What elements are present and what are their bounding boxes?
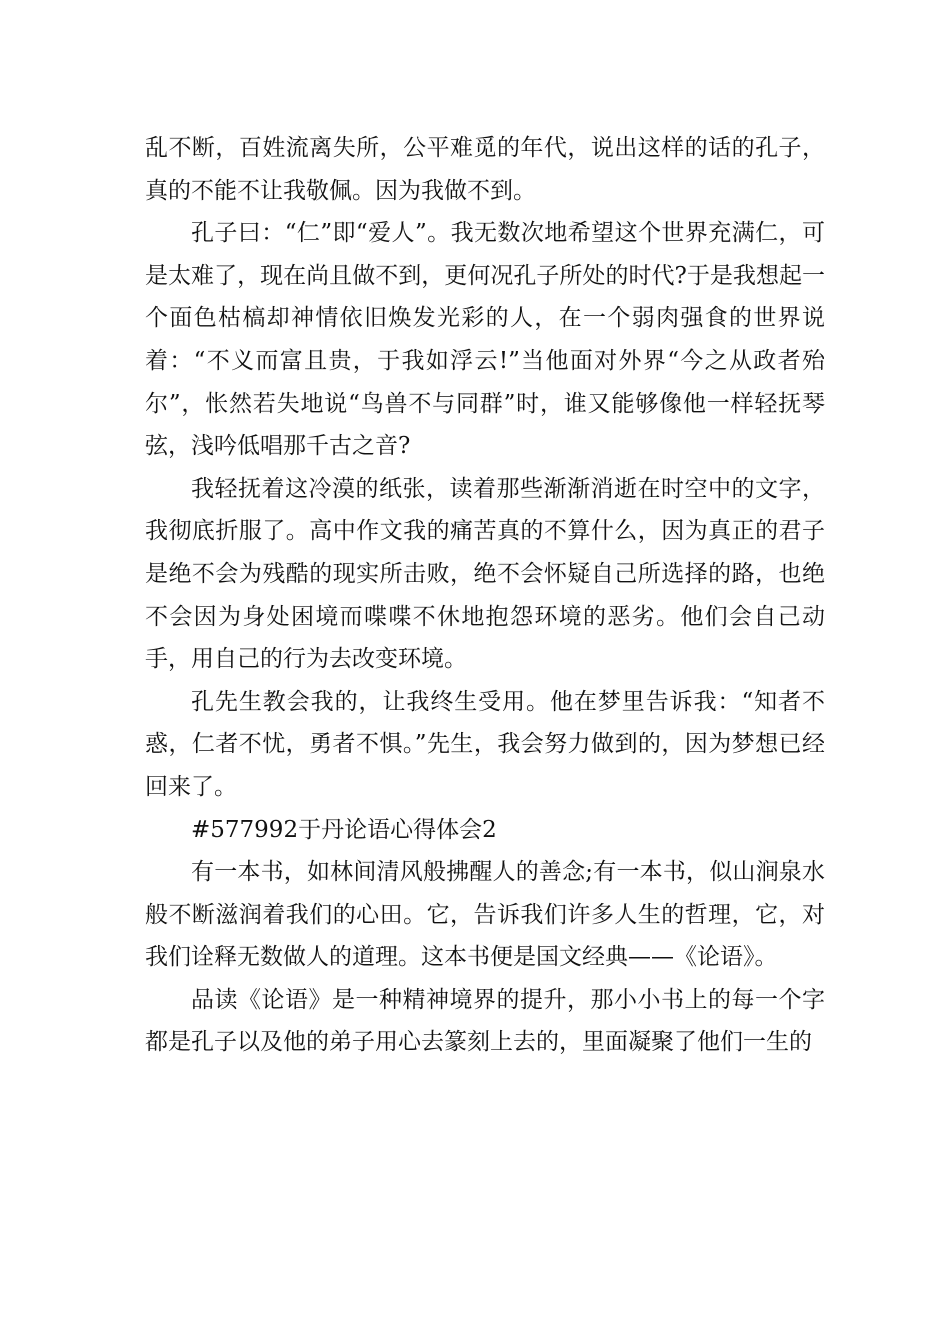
paragraph-5: 有一本书，如林间清风般拂醒人的善念;有一本书，似山涧泉水般不断滋润着我们的心田。它，告诉我们许多人生的哲理，它，对我们诠释无数做人的道理。这本书便是国文经典——《论语》。	[145, 859, 825, 971]
paragraph-3: 我轻抚着这冷漠的纸张，读着那些渐渐消逝在时空中的文字，我彻底折服了。高中作文我的痛苦真的不算什么，因为真正的君子是绝不会为残酷的现实所击败，绝不会怀疑自己所选择的路，也绝不会因为身处困境而喋喋不休地抱怨环境的恶劣。他们会自己动手，用自己的行为去改变环境。	[145, 475, 825, 673]
paragraph-1: 乱不断，百姓流离失所，公平难觅的年代，说出这样的话的孔子，真的不能不让我敬佩。因为我做不到。	[145, 135, 825, 204]
document-page	[145, 127, 825, 1064]
section-heading: #577992于丹论语心得体会2	[191, 816, 497, 843]
paragraph-2: 孔子曰：“仁”即“爱人”。我无数次地希望这个世界充满仁，可是太难了，现在尚且做不到，更何况孔子所处的时代?于是我想起一个面色枯槁却神情依旧焕发光彩的人，在一个弱肉强食的世界说着：“不义而富且贵，于我如浮云!”当他面对外界“今之从政者殆尔”，怅然若失地说“鸟兽不与同群”时，谁又能够像他一样轻抚琴弦，浅吟低唱那千古之音?	[145, 220, 825, 460]
paragraph-4: 孔先生教会我的，让我终生受用。他在梦里告诉我：“知者不惑，仁者不忧，勇者不惧。”先生，我会努力做到的，因为梦想已经回来了。	[145, 688, 825, 800]
paragraph-6: 品读《论语》是一种精神境界的提升，那小小书上的每一个字都是孔子以及他的弟子用心去篆刻上去的，里面凝聚了他们一生的	[145, 986, 825, 1056]
